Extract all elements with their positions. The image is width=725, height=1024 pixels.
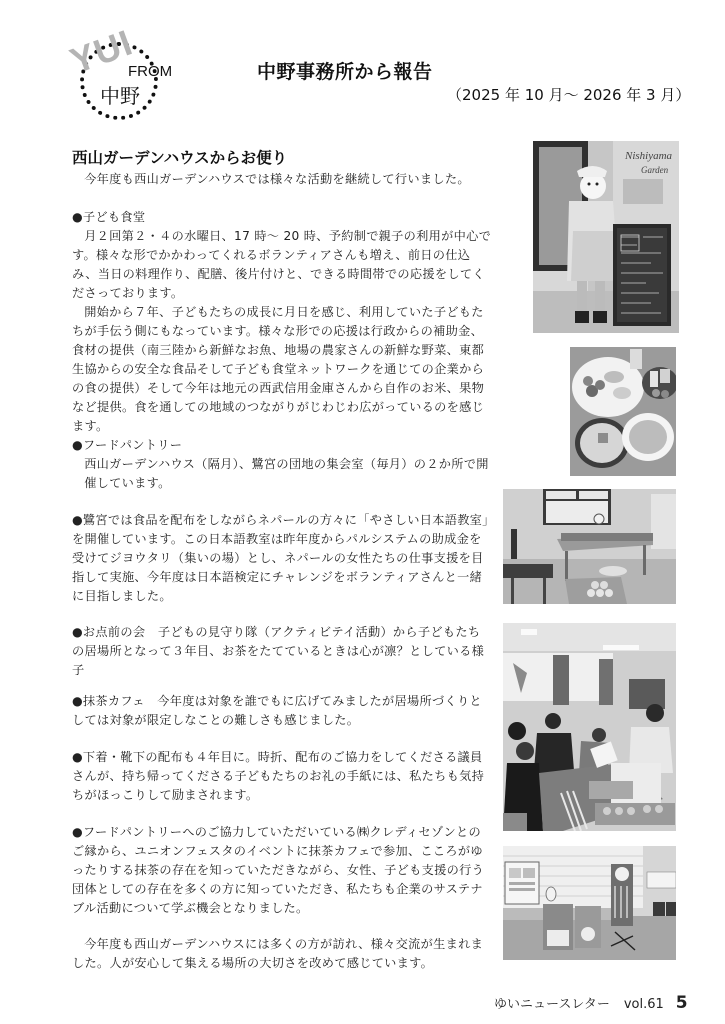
intro-paragraph [72,170,492,189]
newsletter-name: ゆいニュースレター [494,997,610,1012]
photo-meal-plates [570,347,676,476]
logo-yui-text: YUI [64,21,138,82]
logo-office-text: 中野 [100,84,140,108]
intro-text: 今年度も西山ガーデンハウスでは様々な活動を継続して行いました。 [84,172,470,186]
item-underwear-distribution [72,748,492,805]
section-title: 西山ガーデンハウスからお便り [72,149,288,167]
page-title: 中野事務所から報告 [257,61,433,83]
item-kodomo-shokudo [72,208,492,436]
item-paragraph: 西山ガーデンハウス（隔月）、鷺宮の団地の集会室（毎月）の２か所で開催しています。 [84,457,489,490]
item-text: ●抹茶カフェ 今年度は対象を誰でもに広げてみましたが居場所づくりとしては対象が限定しなことの難しさも感じました。 [72,694,482,727]
photo-pantry-crowd [503,623,676,831]
item-otemae-kai [72,623,492,680]
item-heading: ●フードパントリー [72,438,183,452]
item-food-pantry [72,436,492,493]
item-text: ●お点前の会 子どもの見守り隊（アクティビテイ活動）から子どもたちの居場所となって３年目、お茶をたてているときは心が凛？としている様子 [72,625,485,677]
item-paragraph: 月２回第２・４の水曜日、17 時～ 20 時、予約制で親子の利用が中心です。様々な形でかかわってくれるボランティアさんも増え、前日の仕込み、当日の料理作り、配膳、後片付けと、できる時間帯での応援をしてくださっております。 [72,229,492,300]
item-saginomiya-japanese-class [72,511,492,606]
item-text: ●下着・靴下の配布も４年目に。時折、配布のご協力をしてくださる議員さんが、持ち帰ってくださる子どもたちのお礼の手紙には、私たちも気持ちがほっこりして励まされます。 [72,750,485,802]
item-paragraph: 開始から７年、子どもたちの成長に月日を感じ、利用していた子どもたちが手伝う側にもなっています。様々な形での応援は行政からの補助金、食材の提供（南三陸から新鮮なお魚、地場の農家さんの新鮮な野菜、東都生協からの安全な食品そして子ども食堂ネットワークを通じての企業からの食の提供）そして今年は地元の西武信用金庫さんから自作のお米、果物など提供。食を通しての地域のつながりがじわじわ広がっているのを感じます。 [72,305,485,433]
item-matcha-cafe [72,692,492,730]
svg-text:Garden: Garden [641,165,669,175]
page-number: 5 [675,993,688,1013]
closing-text: 今年度も西山ガーデンハウスには多くの方が訪れ、様々交流が生まれました。人が安心して集える場所の大切さを改めて感じています。 [72,937,484,970]
item-credit-saison [72,823,492,918]
photo-donation-display [503,846,676,960]
closing-paragraph [72,935,492,973]
item-text: ●鷺宮では食品を配布をしながらネパールの方々に「やさしい日本語教室」を開催しています。この日本語教室は昨年度からパルシステムの助成金を受けてジヨウタリ（集いの場）とし、ネパールの女性たちの仕事支援を目指して実施、今年度は日本語検定にチャレンジをボランティアさんと一緒に目指しました。 [72,513,489,603]
photo-child-chalkboard [533,141,679,333]
item-text: ●フードパントリーへのご協力していただいている㈱クレディセゾンとのご縁から、ユニオンフェスタのイベントに抹茶カフェで参加、こころがゆったりする抹茶の存在を知っていただきながら、女性、子ども支援の行う団体としての存在を多くの方に知っていただき、私たちも企業のサステナブル活動について学ぶ機会となりました。 [72,825,485,915]
from-nakano-logo [60,22,190,132]
volume-number: vol.61 [623,997,664,1012]
page-footer [494,993,688,1013]
report-period: （2025 年 10 月～ 2026 年 3 月） [447,86,691,104]
svg-text:Nishiyama: Nishiyama [625,150,673,162]
item-heading: ●子ども食堂 [72,210,146,224]
logo-from-text: FROM [128,63,173,80]
photo-pantry-tables [503,489,676,604]
